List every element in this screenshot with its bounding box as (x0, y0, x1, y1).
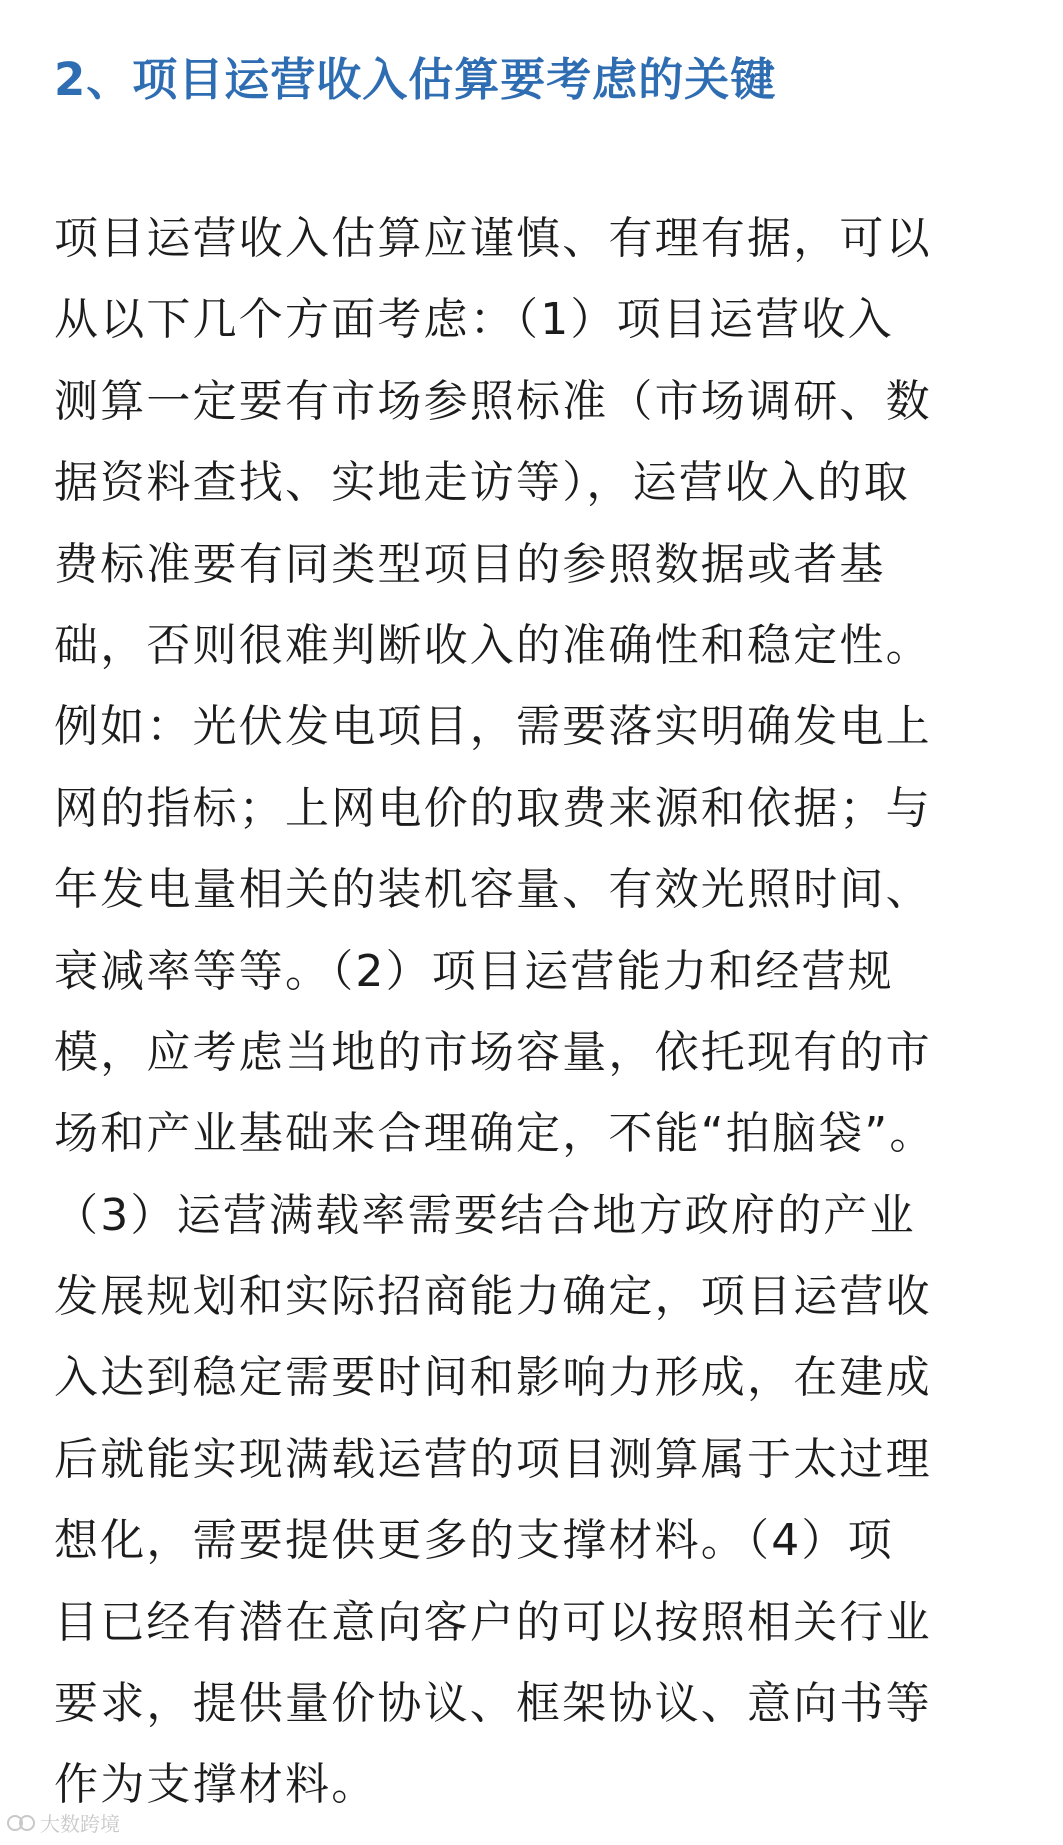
body-line: 测算一定要有市场参照标准（市场调研、数 (54, 375, 932, 427)
body-line: 从以下几个方面考虑：（1）项目运营收入 (54, 294, 894, 346)
body-line: 要求，提供量价协议、框架协议、意向书等 (54, 1678, 932, 1730)
body-line: 据资料查找、实地走访等），运营收入的取 (54, 457, 910, 509)
body-line: 年发电量相关的装机容量、有效光照时间、 (54, 864, 932, 916)
section-heading: 2、项目运营收入估算要考虑的关键 (54, 53, 777, 106)
body-line: 入达到稳定需要时间和影响力形成，在建成 (54, 1352, 932, 1404)
body-line: 作为支撑材料。 (54, 1759, 378, 1811)
body-line: （3）运营满载率需要结合地方政府的产业 (54, 1189, 916, 1241)
body-line: 模，应考虑当地的市场容量，依托现有的市 (54, 1026, 932, 1078)
watermark-text: 大数跨境 (40, 1812, 120, 1836)
logo-icon (6, 1811, 36, 1835)
body-line: 费标准要有同类型项目的参照数据或者基 (54, 538, 886, 590)
body-line: 项目运营收入估算应谨慎、有理有据，可以 (54, 213, 932, 264)
body-line: 发展规划和实际招商能力确定，项目运营收 (54, 1271, 932, 1323)
body-line: 目已经有潜在意向客户的可以按照相关行业 (54, 1596, 932, 1648)
body-line: 衰减率等等。（2）项目运营能力和经营规 (54, 945, 894, 997)
body-line: 后就能实现满载运营的项目测算属于太过理 (54, 1433, 932, 1485)
watermark (6, 1808, 120, 1837)
body-line: 础，否则很难判断收入的准确性和稳定性。 (54, 619, 932, 671)
body-line: 想化，需要提供更多的支撑材料。（4）项 (54, 1515, 894, 1567)
body-line: 网的指标；上网电价的取费来源和依据；与 (54, 782, 932, 834)
body-line: 例如：光伏发电项目，需要落实明确发电上 (54, 701, 932, 753)
body-line: 场和产业基础来合理确定，不能“拍脑袋”。 (54, 1108, 936, 1160)
article-body (54, 198, 1014, 1826)
